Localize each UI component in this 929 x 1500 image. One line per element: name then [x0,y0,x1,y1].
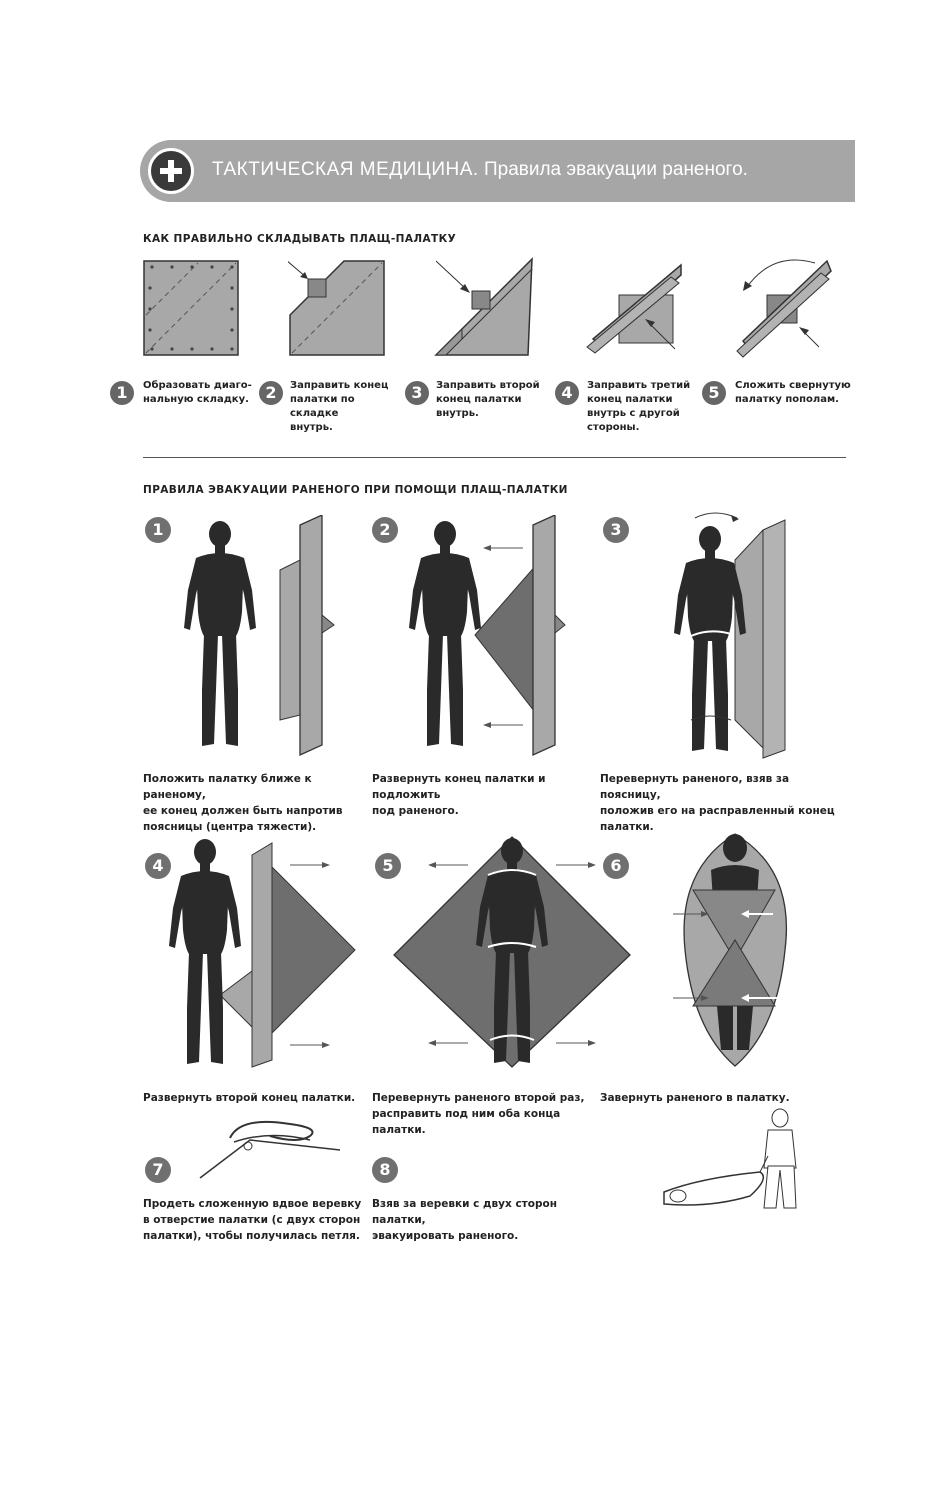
fold-step-text: Заправить конец палатки по складке внутрь. [290,380,389,433]
fold-step-number: 1 [110,381,134,405]
folding-heading: КАК ПРАВИЛЬНО СКЛАДЫВАТЬ ПЛАЩ-ПАЛАТКУ [143,233,457,245]
evac-step-number: 8 [372,1157,398,1183]
evac-scene-2 [405,515,575,760]
plus-icon [148,148,194,194]
evac-step-number: 1 [145,517,171,543]
evac-step-number: 4 [145,853,171,879]
evacuation-heading: ПРАВИЛА ЭВАКУАЦИИ РАНЕНОГО ПРИ ПОМОЩИ ПЛАЩ-ПАЛАТКИ [143,484,568,496]
fold-step-number: 4 [555,381,579,405]
fold-step-number: 2 [259,381,283,405]
fold-figure-2 [288,255,398,365]
evac-scene-3 [665,510,805,760]
evac-step-number: 7 [145,1157,171,1183]
fold-step-number: 5 [702,381,726,405]
evac-step-caption: Перевернуть раненого второй раз, расправить под ним оба конца палатки. [372,1092,585,1136]
evac-step-caption: Развернуть второй конец палатки. [143,1092,356,1104]
evac-step-number: 3 [603,517,629,543]
fold-step-number: 3 [405,381,429,405]
fold-step-text: Заправить третий конец палатки внутрь с другой стороны. [587,380,691,433]
fold-figure-5 [733,255,843,365]
rope-illustration [190,1110,350,1190]
drag-illustration [660,1108,820,1213]
page-title: ТАКТИЧЕСКАЯ МЕДИЦИНА. Правила эвакуации раненого. [212,159,748,180]
evac-step-caption: Перевернуть раненого, взяв за поясницу, положив его на расправленный конец палатки. [600,773,835,833]
evac-step-caption: Продеть сложенную вдвое веревку в отверстие палатки (с двух сторон палатки), чтобы получилась петля. [143,1198,362,1242]
fold-step-text: Сложить свернутую палатку пополам. [735,380,851,405]
evac-step-caption: Завернуть раненого в палатку. [600,1092,790,1104]
fold-step-text: Образовать диаго- нальную складку. [143,380,252,405]
evac-scene-4 [160,835,365,1070]
evac-step-caption: Взяв за веревки с двух сторон палатки, эвакуировать раненого. [372,1198,557,1242]
evac-step-number: 5 [375,853,401,879]
evac-step-number: 2 [372,517,398,543]
section-divider [143,457,846,458]
evac-step-number: 6 [603,853,629,879]
evac-step-caption: Развернуть конец палатки и подложить под раненого. [372,773,546,817]
fold-figure-1 [142,255,252,365]
evac-scene-1 [180,515,350,760]
fold-figure-3 [432,255,542,365]
evac-scene-5 [392,835,632,1070]
header-banner [140,140,855,202]
fold-step-text: Заправить второй конец палатки внутрь. [436,380,540,419]
evac-step-caption: Положить палатку ближе к раненому, ее конец должен быть напротив поясницы (центра тяжести). [143,773,343,833]
evac-scene-6 [665,830,805,1070]
fold-figure-4 [585,255,695,365]
